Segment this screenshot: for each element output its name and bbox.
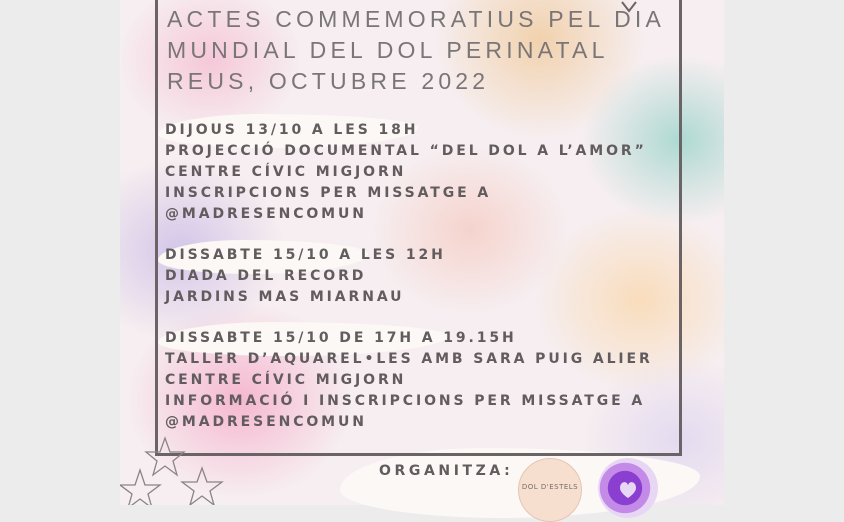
event-line: CENTRE CÍVIC MIGJORN xyxy=(165,164,407,180)
dol-estels-logo-text: DOL D'ESTELS xyxy=(521,483,579,491)
event-line: PROJECCIÓ DOCUMENTAL “DEL DOL A L’AMOR” xyxy=(165,143,647,159)
event-line: TALLER D’AQUAREL•LES AMB SARA PUIG ALIER xyxy=(165,351,653,367)
event-2 xyxy=(165,245,446,308)
event-line: INFORMACIÓ I INSCRIPCIONS PER MISSATGE A xyxy=(165,393,646,409)
organizer-label: ORGANITZA: xyxy=(379,463,514,479)
event-3 xyxy=(165,328,653,433)
hands-heart-icon xyxy=(598,458,658,518)
event-date: DIJOUS 13/10 A LES 18H xyxy=(165,122,419,138)
event-line: INSCRIPCIONS PER MISSATGE A xyxy=(165,185,492,201)
event-line: JARDINS MAS MIARNAU xyxy=(165,289,405,305)
event-line: CENTRE CÍVIC MIGJORN xyxy=(165,372,407,388)
event-date: DISSABTE 15/10 DE 17H A 19.15H xyxy=(165,330,517,346)
poster-title xyxy=(167,4,687,97)
event-1 xyxy=(165,120,647,225)
dol-estels-logo xyxy=(518,458,582,522)
event-line: @MADRESENCOMUN xyxy=(165,206,367,222)
event-date: DISSABTE 15/10 A LES 12H xyxy=(165,247,446,263)
stars-decoration-icon xyxy=(120,430,230,505)
title-line-2: MUNDIAL DEL DOL PERINATAL xyxy=(167,37,609,63)
title-line-1: ACTES COMMEMORATIUS PEL DIA xyxy=(167,6,666,32)
event-line: DIADA DEL RECORD xyxy=(165,268,367,284)
title-line-3: REUS, OCTUBRE 2022 xyxy=(167,68,490,94)
madres-en-comun-logo xyxy=(598,458,658,518)
event-line: @MADRESENCOMUN xyxy=(165,414,367,430)
